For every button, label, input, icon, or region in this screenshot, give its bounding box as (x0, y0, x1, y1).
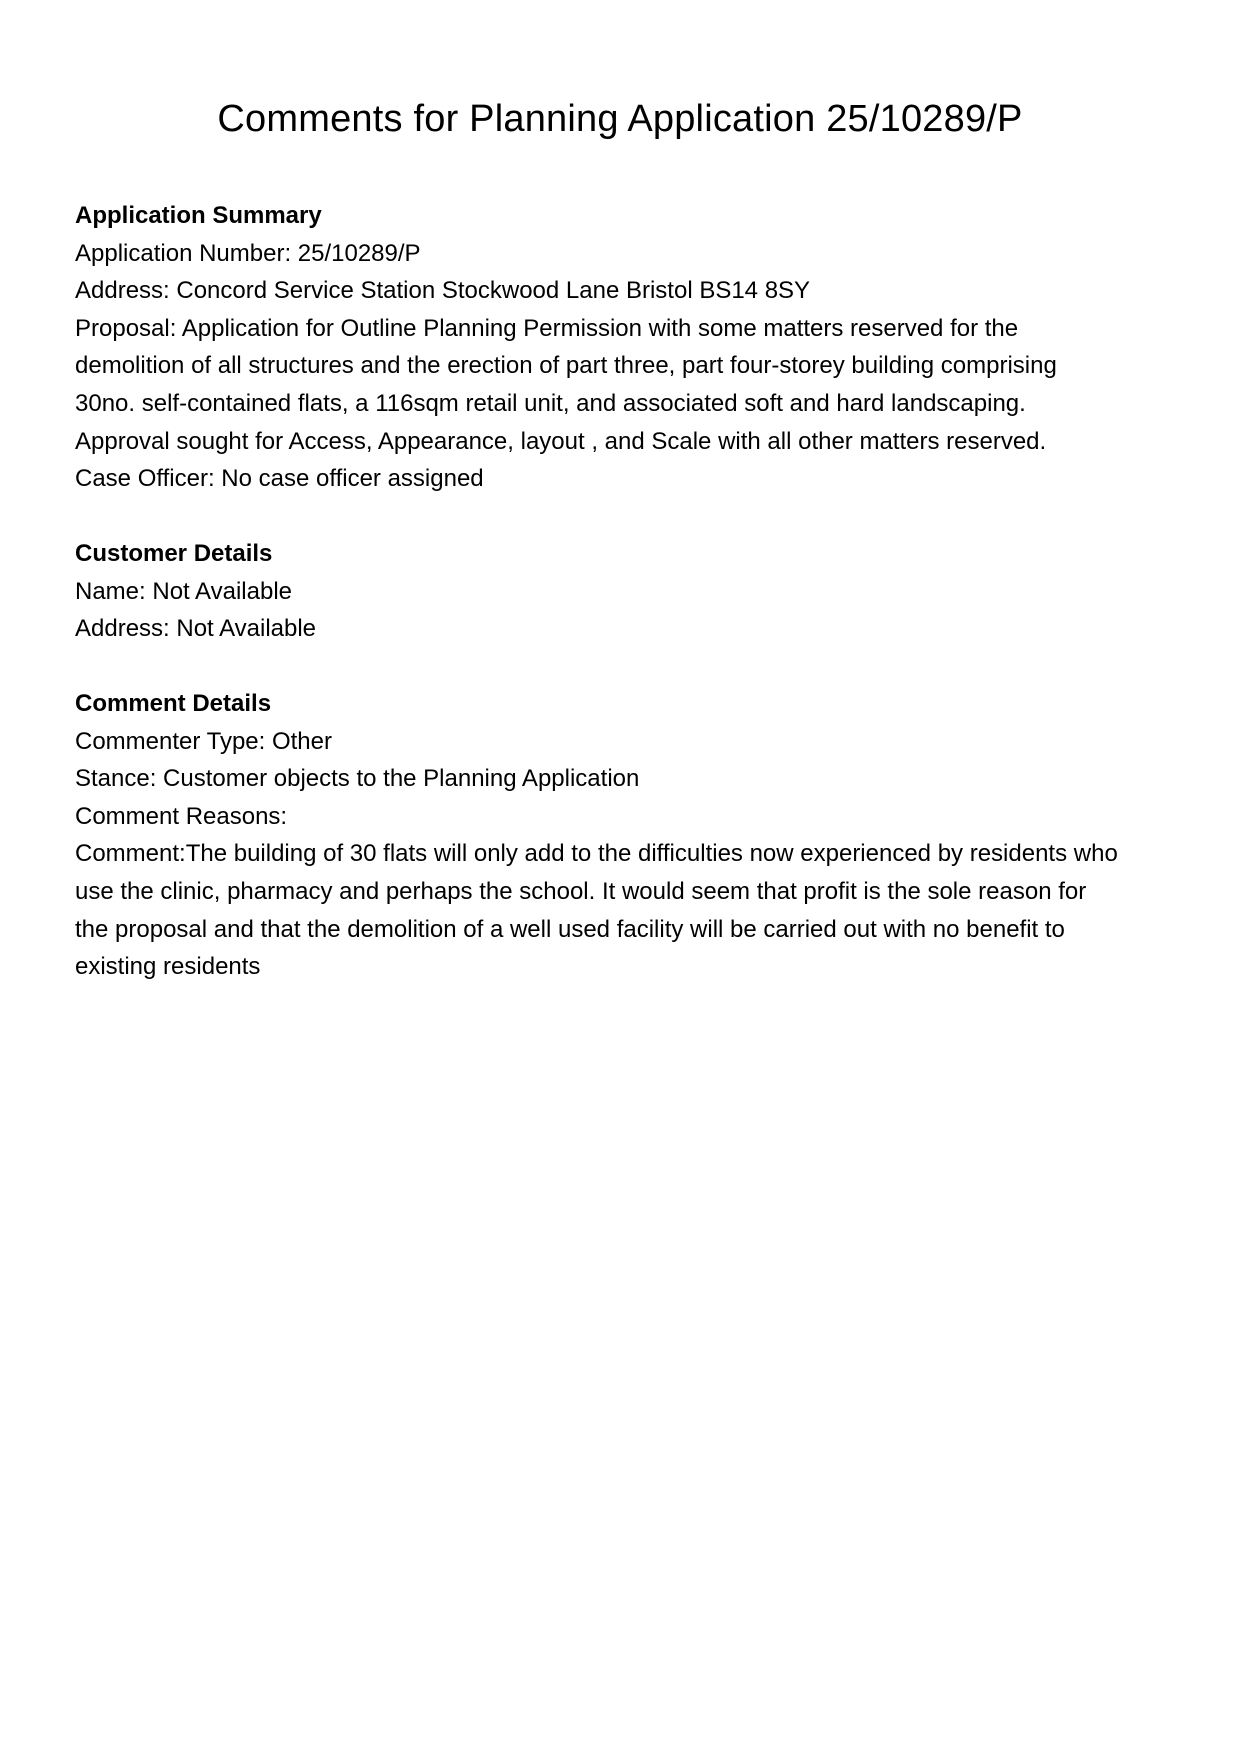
application-number: Application Number: 25/10289/P (75, 239, 421, 267)
comment-details-section (75, 685, 1175, 986)
comment-line: existing residents (75, 953, 261, 981)
proposal-line: Proposal: Application for Outline Planning Permission with some matters reserved for the (75, 314, 1019, 342)
customer-address: Address: Not Available (75, 615, 317, 643)
application-summary-section (75, 197, 1175, 498)
proposal-line: Approval sought for Access, Appearance, layout , and Scale with all other matters reserved. (75, 427, 1047, 455)
proposal-line: 30no. self-contained flats, a 116sqm retail unit, and associated soft and hard landscaping. (75, 389, 1026, 417)
application-address: Address: Concord Service Station Stockwood Lane Bristol BS14 8SY (75, 277, 811, 305)
comment-reasons: Comment Reasons: (75, 802, 288, 830)
customer-details-heading: Customer Details (75, 540, 273, 567)
customer-name: Name: Not Available (75, 577, 293, 605)
application-summary-heading: Application Summary (75, 202, 322, 229)
stance: Stance: Customer objects to the Planning Application (75, 765, 640, 793)
comment-line: use the clinic, pharmacy and perhaps the school. It would seem that profit is the sole reason for (75, 877, 1087, 905)
customer-details-section (75, 535, 1175, 648)
page-title: Comments for Planning Application 25/10289/P (217, 98, 1023, 140)
proposal-line: demolition of all structures and the erection of part three, part four-storey building comprising (75, 352, 1057, 380)
comment-line: Comment:The building of 30 flats will only add to the difficulties now experienced by residents who (75, 840, 1118, 868)
comment-details-heading: Comment Details (75, 690, 272, 717)
case-officer: Case Officer: No case officer assigned (75, 465, 484, 493)
comment-line: the proposal and that the demolition of a well used facility will be carried out with no benefit to (75, 915, 1065, 943)
commenter-type: Commenter Type: Other (75, 727, 332, 755)
